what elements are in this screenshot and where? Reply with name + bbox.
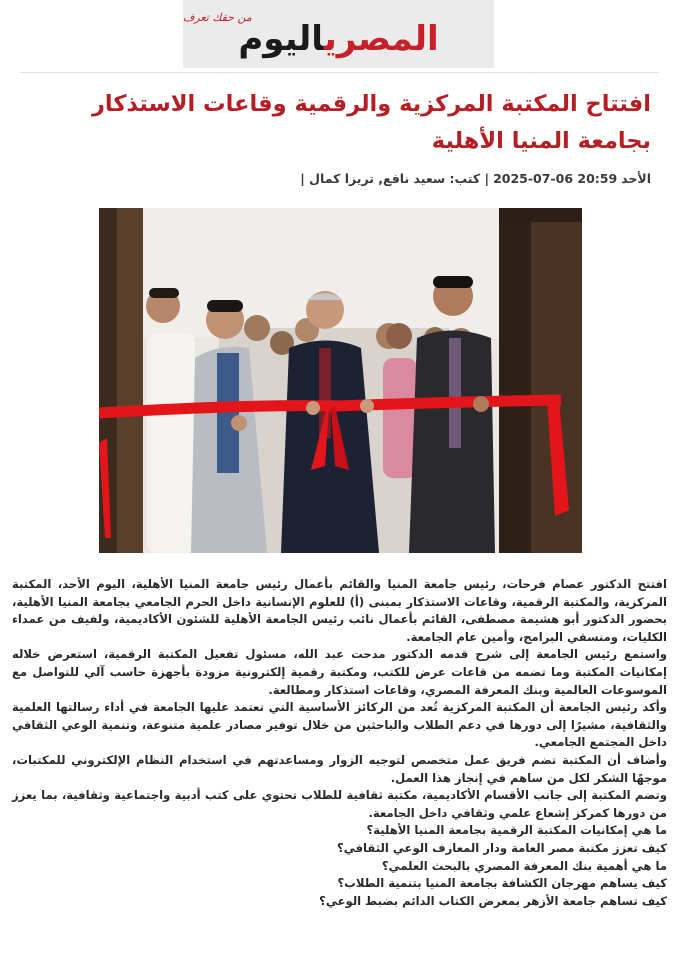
related-question-2[interactable]: كيف تعزز مكتبة مصر العامة ودار المعارف الوعي الثقافي؟ (336, 840, 667, 855)
ribbon-cutting-photo (99, 208, 582, 553)
article-title: افتتاح المكتبة المركزية والرقمية وقاعات الاستذكار بجامعة المنيا الأهلية (91, 91, 651, 154)
paragraph-3: وأكد رئيس الجامعة أن المكتبة المركزية تُعد من الركائز الأساسية التي تعتمد عليها الجامعة في أداء رسالتها العلمية والثقافية، مشيرًا إلى دورها في دعم الطلاب والباحثين من خلال توفير مصادر علمية متنوعة، وتنمية الوعي الثقافي داخل المجتمع الجامعي. (12, 700, 667, 750)
article-photo (99, 208, 582, 553)
related-question-3[interactable]: ما هي أهمية بنك المعرفة المصري بالبحث العلمي؟ (381, 858, 667, 873)
logo-part-2: اليوم (238, 18, 325, 59)
paragraph-5: وتضم المكتبة إلى جانب الأقسام الأكاديمية، مكتبة ثقافية للطلاب تحتوي على كتب أدبية واجتماعية وثقافية، بما يعزز من دورها كمركز إشعاع علمي وثقافي داخل الجامعة. (12, 788, 667, 820)
article-body (12, 576, 667, 910)
logo[interactable] (238, 20, 438, 58)
paragraph-2: واستمع رئيس الجامعة إلى شرح قدمه الدكتور مدحت عبد الله، مسئول تفعيل المكتبة الرقمية، استعرض خلاله إمكانيات المكتبة وما تضمه من قاعات عرض للكتب، ومكتبة رقمية إلكترونية مزودة بأجهزة حاسب آلي للتواصل مع الموسوعات العالمية وبنك المعرفة المصري، وقاعات استذكار ومطالعة. (12, 647, 667, 697)
byline-day: الأحد (621, 171, 651, 186)
related-question-1[interactable]: ما هي إمكانيات المكتبة الرقمية بجامعة المنيا الأهلية؟ (366, 823, 667, 838)
logo-part-1: المصري (324, 18, 439, 59)
byline-authors: | كتب: سعيد نافع, تريزا كمال | (300, 171, 490, 186)
header-divider (20, 72, 659, 73)
paragraph-1: افتتح الدكتور عصام فرحات، رئيس جامعة المنيا والقائم بأعمال رئيس جامعة المنيا الأهلية، اليوم الأحد، المكتبة المركزية، والمكتبة الرقمية، وقاعات الاستذكار بمبنى (أ) للعلوم الإنسانية داخل الحرم الجامعي بجامعة المنيا الأهلية، بحضور الدكتور أبو هشيمة مصطفى، القائم بأعمال نائب رئيس الجامعة الأهلية للشئون الأكاديمية، ولفيف من عمداء الكليات، ومنسقي البرامج، وأمين عام الجامعة. (12, 577, 667, 644)
related-question-5[interactable]: كيف تساهم جامعة الأزهر بمعرض الكتاب الدائم بضبط الوعي؟ (319, 893, 667, 908)
byline (300, 171, 651, 186)
byline-datetime: 2025-07-06 20:59 (493, 171, 618, 186)
related-question-4[interactable]: كيف يساهم مهرجان الكشافة بجامعة المنيا بتنمية الطلاب؟ (337, 876, 667, 891)
masthead (183, 0, 494, 68)
masthead-tagline: من حقك تعرف (183, 10, 252, 24)
paragraph-4: وأضاف أن المكتبة تضم فريق عمل متخصص لتوجيه الزوار ومساعدتهم في استخدام النظام الإلكتروني للمكتبات، موجهًا الشكر لكل من ساهم في إنجاز هذا العمل. (12, 752, 667, 785)
